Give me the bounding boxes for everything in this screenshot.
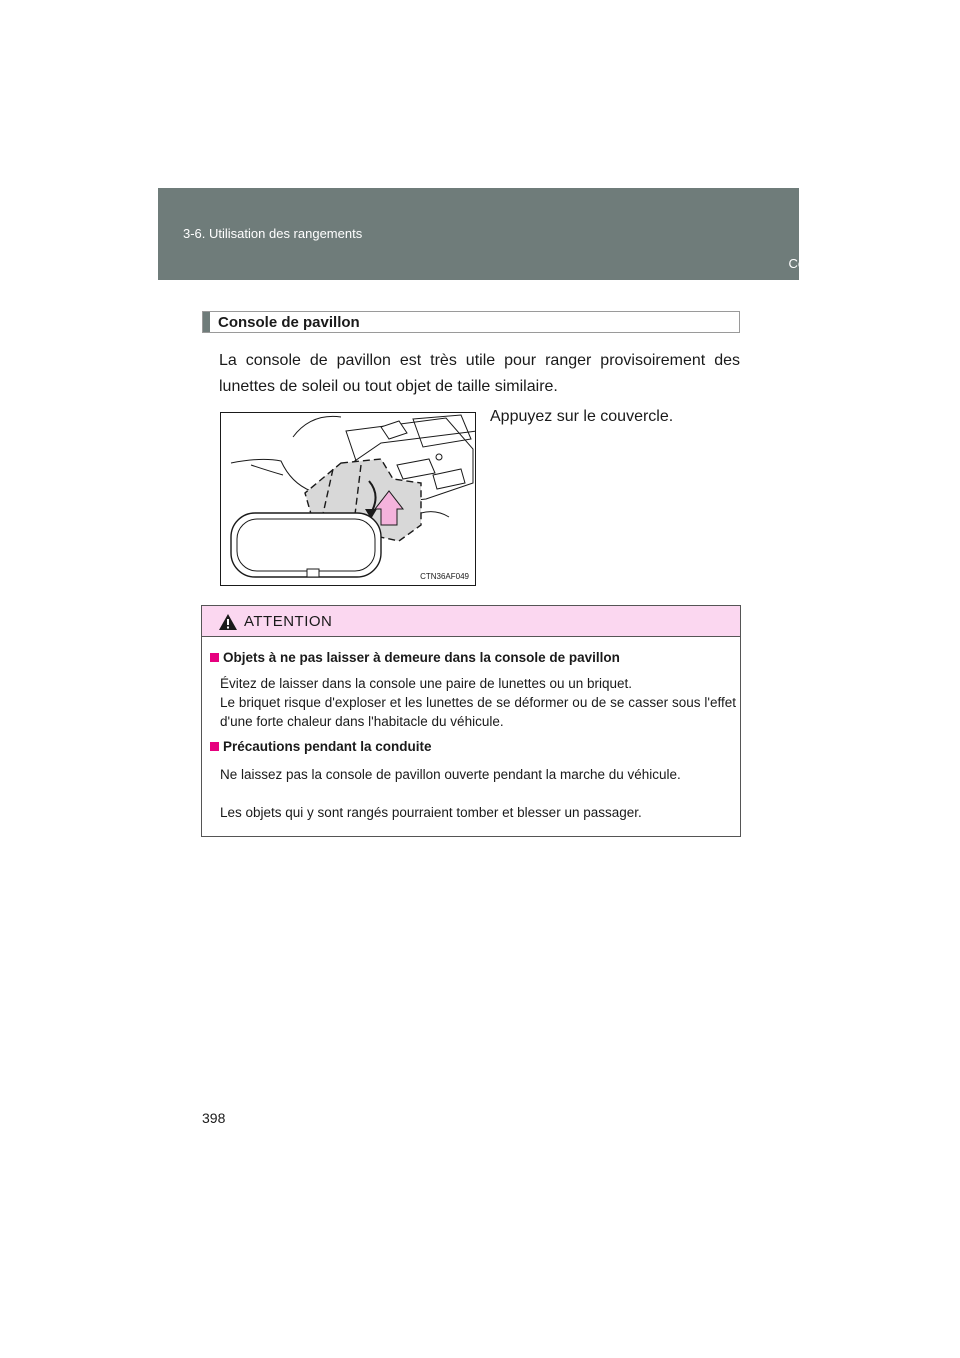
overhead-console-illustration xyxy=(220,412,476,586)
intro-paragraph: La console de pavillon est très utile pour ranger provisoirement des lunettes de soleil ou tout objet de taille similaire. xyxy=(219,352,740,395)
bullet-square-icon xyxy=(210,653,219,662)
page-number: 398 xyxy=(202,1110,226,1126)
attention-header xyxy=(202,606,740,637)
section-heading xyxy=(202,311,740,333)
heading-text: Console de pavillon xyxy=(218,314,360,331)
attention-item-text: Le briquet risque d'exploser et les lunettes de se déformer ou de se casser sous l'effet d'une forte chaleur dans l'habitacle du véhicule. xyxy=(220,695,736,729)
instruction-text: Appuyez sur le couvercle. xyxy=(490,408,674,425)
section-label: 3-6. Utilisation des rangements xyxy=(183,226,363,241)
attention-item-text: Évitez de laisser dans la console une paire de lunettes ou un briquet. xyxy=(220,676,633,691)
figure-code: CTN36AF049 xyxy=(420,572,469,581)
attention-item-title: Objets à ne pas laisser à demeure dans la console de pavillon xyxy=(210,650,620,665)
attention-item-text: Les objets qui y sont rangés pourraient tomber et blesser un passager. xyxy=(220,805,642,820)
illustration-drawing xyxy=(221,413,476,586)
heading-bar xyxy=(203,312,210,332)
attention-box xyxy=(201,605,741,837)
attention-item-text: Ne laissez pas la console de pavillon ouverte pendant la marche du véhicule. xyxy=(220,767,681,782)
header-title: Console de pavillon xyxy=(788,256,902,271)
attention-title: ATTENTION xyxy=(244,613,333,630)
bullet-square-icon xyxy=(210,742,219,751)
warning-icon xyxy=(218,613,238,631)
attention-item-title: Précautions pendant la conduite xyxy=(210,739,432,754)
